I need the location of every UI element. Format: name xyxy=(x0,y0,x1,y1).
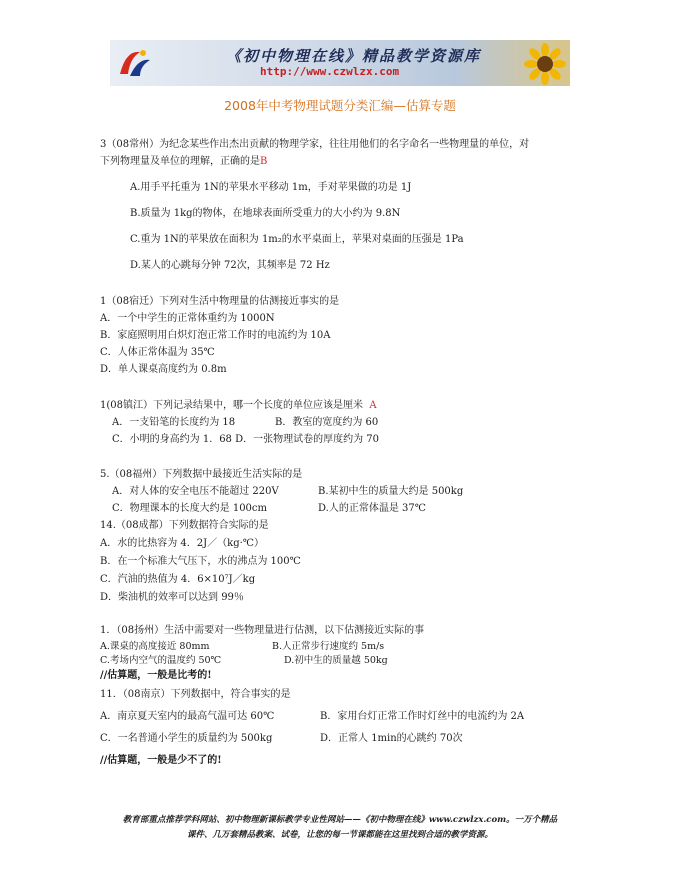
q4-option-c: C．物理课本的长度大约是 100cm xyxy=(112,503,267,514)
q3-stem xyxy=(100,400,377,412)
q5-stem: 14.（08成都）下列数据符合实际的是 xyxy=(100,520,269,531)
q1-answer: B xyxy=(260,156,268,167)
q5-option-c: C．汽油的热值为 4．6×10⁷J／kg xyxy=(100,574,256,585)
q1-stem-line2 xyxy=(100,156,267,168)
q1-option-c: C.重为 1N的苹果放在面积为 1m₂的水平桌面上，苹果对桌面的压强是 1Pa xyxy=(130,234,464,245)
footer-line-2: 课件、几万套精品教案、试卷，让您的每一节课都能在这里找到合适的教学资源。 xyxy=(186,830,493,840)
q4-option-b: B.某初中生的质量大约是 500kg xyxy=(318,486,464,497)
q2-option-d: D．单人课桌高度约为 0.8m xyxy=(100,364,227,375)
q2-option-c: C．人体正常体温为 35℃ xyxy=(100,347,215,358)
q6-option-c: C.考场内空气的温度约 50℃ xyxy=(100,655,222,666)
q3-stem-text: 1(08镇江）下列记录结果中，哪一个长度的单位应该是厘米 xyxy=(100,400,363,411)
q5-option-b: B．在一个标准大气压下，水的沸点为 100℃ xyxy=(100,556,301,567)
q1-option-d: D.某人的心跳每分钟 72次，其频率是 72 Hz xyxy=(130,260,330,271)
q3-option-cd: C．小明的身高约为 1．68 D．一张物理试卷的厚度约为 70 xyxy=(112,434,380,445)
banner-title: 《初中物理在线》精品教学资源库 xyxy=(226,47,482,65)
q7-option-d: D．正常人 1min的心跳约 70次 xyxy=(320,733,463,744)
q7-option-b: B．家用台灯正常工作时灯丝中的电流约为 2A xyxy=(320,711,525,722)
q4-option-d: D.人的正常体温是 37℃ xyxy=(318,503,426,514)
q3-option-a: A．一支铅笔的长度约为 18 xyxy=(112,417,236,428)
q3-answer: A xyxy=(369,400,377,411)
document-title: 2008年中考物理试题分类汇编—估算专题 xyxy=(224,98,456,113)
q1-stem-text: 下列物理量及单位的理解，正确的是 xyxy=(100,156,260,167)
q2-option-a: A．一个中学生的正常体重约为 1000N xyxy=(100,313,275,324)
q1-stem-line1: 3（08常州）为纪念某些作出杰出贡献的物理学家，往往用他们的名字命名一些物理量的单位，对 xyxy=(100,139,530,150)
footer-line-1: 教育部重点推荐学科网站、初中物理新课标教学专业性网站——《初中物理在线》www.czwlzx.com。一万个精品 xyxy=(122,815,558,825)
q1-option-a: A.用手平托重为 1N的苹果水平移动 1m，手对苹果做的功是 1J xyxy=(130,182,412,193)
q6-option-b: B.人正常步行速度约 5m/s xyxy=(272,641,385,652)
q6-option-a: A.课桌的高度接近 80mm xyxy=(100,641,210,652)
site-logo-icon xyxy=(116,44,154,82)
q6-note: //估算题，一般是比考的! xyxy=(100,670,212,681)
q5-option-d: D．柴油机的效率可以达到 99％ xyxy=(100,592,244,603)
q7-stem: 11．（08南京）下列数据中，符合事实的是 xyxy=(100,689,291,700)
q6-stem: 1．（08扬州）生活中需要对一些物理量进行估测，以下估测接近实际的事 xyxy=(100,625,425,636)
q7-option-a: A．南京夏天室内的最高气温可达 60℃ xyxy=(100,711,275,722)
q7-note: //估算题，一般是少不了的! xyxy=(100,755,222,766)
header-banner xyxy=(110,40,570,86)
q4-stem: 5.（08福州）下列数据中最接近生活实际的是 xyxy=(100,469,303,480)
banner-url[interactable]: http://www.czwlzx.com xyxy=(260,65,400,78)
q2-option-b: B．家庭照明用白炽灯泡正常工作时的电流约为 10A xyxy=(100,330,331,341)
sunflower-icon xyxy=(524,43,566,85)
q2-stem: 1（08宿迁）下列对生活中物理量的估测接近事实的是 xyxy=(100,296,340,307)
q1-option-b: B.质量为 1kg的物体，在地球表面所受重力的大小约为 9.8N xyxy=(130,208,401,219)
q5-option-a: A．水的比热容为 4．2J／（kg·℃） xyxy=(100,538,264,549)
q3-option-b: B．教室的宽度约为 60 xyxy=(275,417,379,428)
q4-option-a: A．对人体的安全电压不能超过 220V xyxy=(112,486,279,497)
q7-option-c: C．一名普通小学生的质量约为 500kg xyxy=(100,733,273,744)
q6-option-d: D.初中生的质量越 50kg xyxy=(284,655,388,666)
